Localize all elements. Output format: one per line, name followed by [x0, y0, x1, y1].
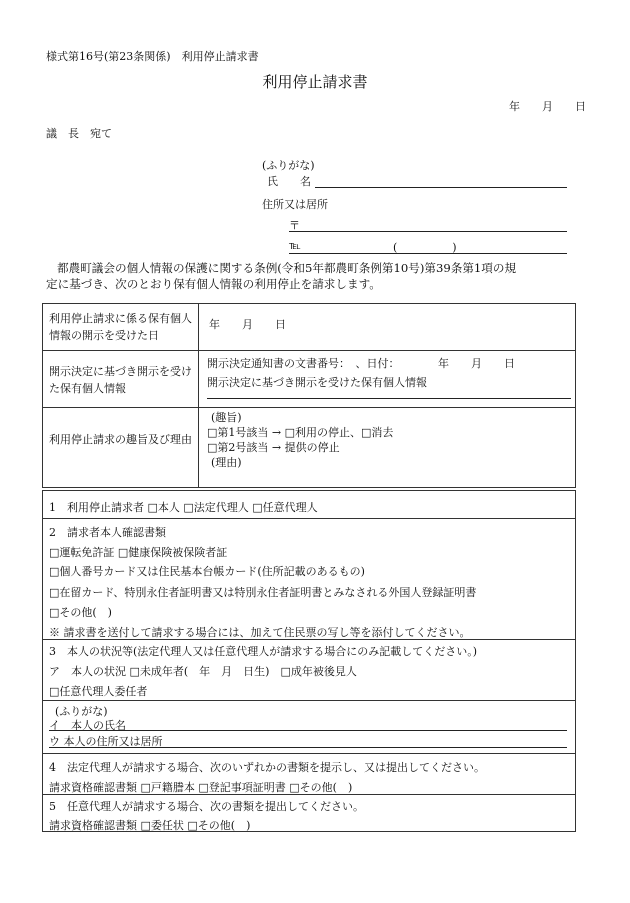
id-doc-other[interactable]: □その他( ) — [49, 606, 112, 619]
id-doc-title: 2 請求者本人確認書類 — [49, 526, 166, 539]
form-number: 様式第16号(第23条関係) 利用停止請求書 — [46, 50, 259, 63]
purpose-heading: (趣旨) — [211, 411, 242, 424]
item1-option[interactable]: □第1号該当 → □利用の停止、□消去 — [207, 426, 394, 439]
notice-doc-number: 開示決定通知書の文書番号： 、日付： 年 月 日 — [207, 357, 515, 370]
id-doc-residence[interactable]: □在留カード、特別永住者証明書又は特別永住者証明書とみなされる外国人登録証明書 — [49, 586, 477, 599]
disclosure-date-value[interactable]: 年 月 日 — [199, 304, 576, 351]
principal-address-label: ウ 本人の住所又は居所 — [49, 735, 163, 748]
purpose-reason-label: 利用停止請求の趣旨及び理由 — [43, 408, 199, 488]
furigana-label: (ふりがな) — [262, 159, 315, 172]
id-doc-license[interactable]: □運転免許証 □健康保険被保険者証 — [49, 546, 228, 559]
tel-mark: ℡ — [289, 239, 301, 252]
disclosed-info-cell[interactable] — [199, 351, 576, 408]
intro-line-1: 都農町議会の個人情報の保護に関する条例(令和5年都農町条例第10号)第39条第1項の規 — [57, 261, 517, 275]
principal-delegator-option[interactable]: □任意代理人委任者 — [49, 685, 148, 698]
disclosed-info-line[interactable] — [207, 398, 571, 399]
reason-heading: (理由) — [211, 456, 242, 469]
voluntary-rep-docs[interactable]: 請求資格確認書類 □委任状 □その他( ) — [49, 819, 251, 832]
address-label: 住所又は居所 — [262, 198, 328, 211]
postal-mark: 〒 — [289, 219, 300, 232]
requester-type[interactable]: 1 利用停止請求者 □本人 □法定代理人 □任意代理人 — [49, 501, 318, 514]
name-label: 氏 名 — [267, 175, 311, 188]
address-line[interactable] — [289, 231, 567, 232]
item2-option[interactable]: □第2号該当 → 提供の停止 — [207, 441, 340, 454]
tel-line[interactable] — [289, 253, 567, 254]
legal-rep-docs[interactable]: 請求資格確認書類 □戸籍謄本 □登記事項証明書 □その他( ) — [49, 781, 353, 794]
requester-details-table — [42, 490, 576, 832]
intro-line-2: 定に基づき、次のとおり保有個人情報の利用停止を請求します。 — [46, 277, 381, 291]
tel-paren: ( ) — [393, 241, 457, 254]
request-info-table — [42, 303, 576, 488]
addressee: 議 長 宛て — [46, 127, 112, 140]
principal-name-line[interactable] — [49, 730, 567, 731]
principal-status-options[interactable]: ア 本人の状況 □未成年者( 年 月 日生) □成年被後見人 — [49, 665, 357, 678]
disclosure-date-label: 利用停止請求に係る保有個人情報の開示を受けた日 — [43, 304, 199, 351]
page-title: 利用停止請求書 — [262, 73, 368, 91]
disclosed-info-label: 開示決定に基づき開示を受けた保有個人情報 — [43, 351, 199, 408]
principal-name-label: イ 本人の氏名 — [49, 719, 126, 732]
id-doc-mynumber[interactable]: □個人番号カード又は住民基本台帳カード(住所記載のあるもの) — [49, 565, 365, 578]
id-doc-note: ※ 請求書を送付して請求する場合には、加えて住民票の写し等を添付してください。 — [49, 626, 471, 639]
voluntary-rep-title: 5 任意代理人が請求する場合、次の書類を提出してください。 — [49, 800, 364, 813]
disclosed-info-text: 開示決定に基づき開示を受けた保有個人情報 — [207, 376, 427, 389]
name-line[interactable] — [315, 187, 567, 188]
purpose-reason-cell[interactable] — [199, 408, 576, 488]
date-field: 年 月 日 — [509, 100, 586, 113]
principal-furigana: (ふりがな) — [55, 705, 108, 718]
principal-status-title: 3 本人の状況等(法定代理人又は任意代理人が請求する場合にのみ記載してください。) — [49, 645, 478, 658]
legal-rep-title: 4 法定代理人が請求する場合、次のいずれかの書類を提示し、又は提出してください。 — [49, 761, 485, 774]
principal-address-line[interactable] — [49, 747, 567, 748]
